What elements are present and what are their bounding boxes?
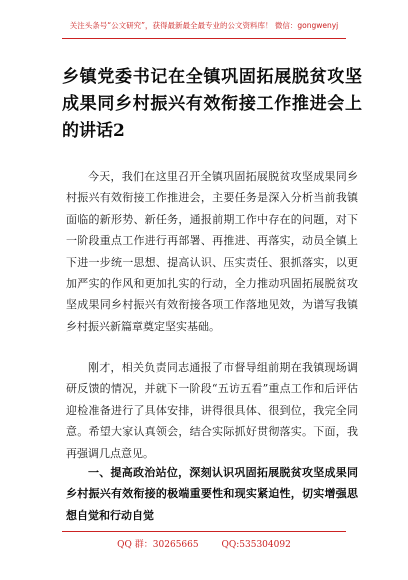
document-title: 乡镇党委书记在全镇巩固拓展脱贫攻坚成果同乡村振兴有效衔接工作推进会上的讲话2 [62, 67, 362, 141]
paragraph-remarks: 刚才，相关负责同志通报了市督导组前期在我镇现场调研反馈的情况，并就下一阶段“五访五看”重点工作和后评估迎检准备进行了具体安排，讲得很具体、很到位，我完全同意。希望大家认真领会，结合实际抓好贯彻落实。下面，我再强调几点意见。 [66, 361, 358, 460]
section-heading-1: 一、提高政治站位，深刻认识巩固拓展脱贫攻坚成果同乡村振兴有效衔接的极端重要性和现实紧迫性，切实增强思想自觉和行动自觉 [66, 466, 358, 522]
footer-qq-number: QQ:535304092 [221, 540, 291, 550]
footer-contact [0, 537, 408, 550]
paragraph-intro: 今天，我们在这里召开全镇巩固拓展脱贫攻坚成果同乡村振兴有效衔接工作推进会，主要任务是深入分析当前我镇面临的新形势、新任务，通报前期工作中存在的问题，对下一阶段重点工作进行再部署、再推进、再落实，动员全镇上下进一步统一思想、提高认识、压实责任、狠抓落实，以更加严实的作风和更加扎实的行动，全力推动巩固拓展脱贫攻坚成果同乡村振兴有效衔接各项工作落地见效，为谱写我镇乡村振兴新篇章奠定坚实基础。 [66, 170, 358, 333]
footer-divider [62, 531, 346, 532]
header-divider [62, 38, 346, 39]
promo-banner: 关注头条号“公文研究”，获得最新最全最专业的公文资料库！ 微信：gongwenyj [69, 21, 339, 30]
footer-qq-group: QQ 群：30265665 [117, 540, 199, 550]
